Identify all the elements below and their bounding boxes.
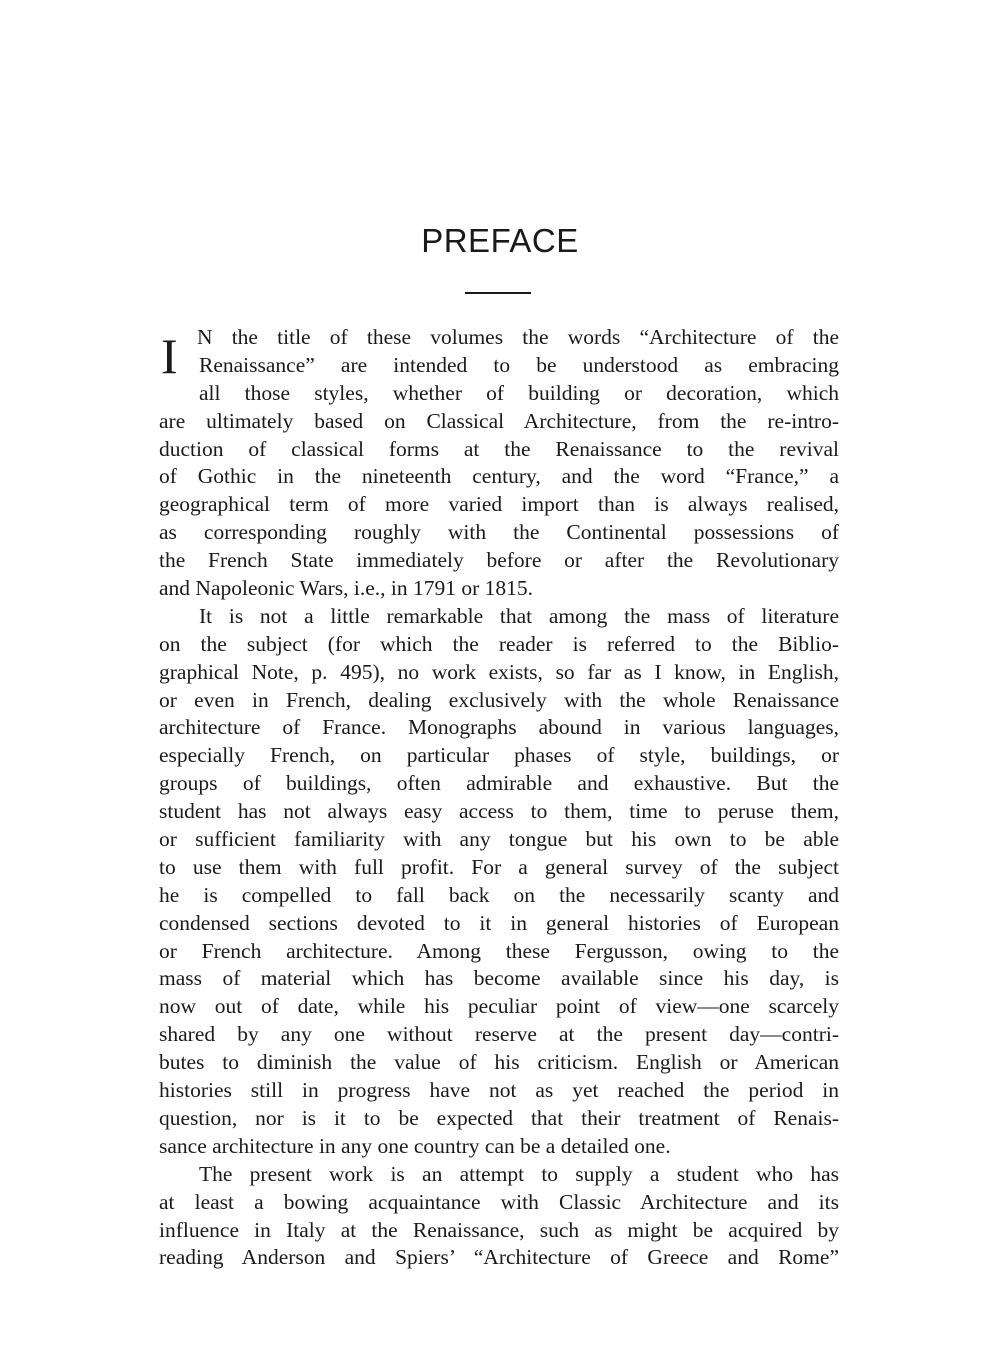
text-line: student has not always easy access to them, time to peruse them, bbox=[159, 799, 839, 824]
text-line: Renaissance” are intended to be understood as embracing bbox=[199, 352, 839, 377]
title-rule bbox=[465, 292, 531, 294]
text-line: sance architecture in any one country can be a detailed one. bbox=[159, 1133, 671, 1158]
text-line: architecture of France. Monographs abound in various languages, bbox=[159, 715, 839, 740]
text-line: or sufficient familiarity with any tongue but his own to be able bbox=[159, 827, 839, 852]
text-line: the French State immediately before or after the Revolutionary bbox=[159, 548, 839, 573]
text-line: shared by any one without reserve at the present day—contri- bbox=[159, 1022, 839, 1047]
text-line: butes to diminish the value of his criticism. English or American bbox=[159, 1050, 839, 1075]
text-line: especially French, on particular phases of style, buildings, or bbox=[159, 743, 839, 768]
text-line: to use them with full profit. For a general survey of the subject bbox=[159, 854, 839, 879]
text-line: now out of date, while his peculiar point of view—one scarcely bbox=[159, 994, 839, 1019]
drop-cap: I bbox=[161, 328, 178, 384]
text-line: question, nor is it to be expected that their treatment of Renais- bbox=[159, 1105, 839, 1130]
text-line: are ultimately based on Classical Architecture, from the re-intro- bbox=[159, 408, 839, 433]
text-line: reading Anderson and Spiers’ “Architecture of Greece and Rome” bbox=[159, 1245, 839, 1270]
text-line: histories still in progress have not as yet reached the period in bbox=[159, 1078, 839, 1103]
text-line: on the subject (for which the reader is referred to the Biblio- bbox=[159, 631, 839, 656]
text-line: at least a bowing acquaintance with Classic Architecture and its bbox=[159, 1189, 839, 1214]
text-line: and Napoleonic Wars, i.e., in 1791 or 1815. bbox=[159, 576, 534, 601]
text-line: all those styles, whether of building or decoration, which bbox=[199, 380, 839, 405]
text-line: groups of buildings, often admirable and exhaustive. But the bbox=[159, 771, 839, 796]
page-title: PREFACE bbox=[421, 222, 579, 259]
text-line: of Gothic in the nineteenth century, and the word “France,” a bbox=[159, 464, 839, 489]
text-line: as corresponding roughly with the Continental possessions of bbox=[159, 520, 839, 545]
preface-body bbox=[159, 324, 839, 1272]
text-line: graphical Note, p. 495), no work exists, so far as I know, in English, bbox=[159, 659, 839, 684]
text-line: he is compelled to fall back on the necessarily scanty and bbox=[159, 882, 839, 907]
text-line: duction of classical forms at the Renaissance to the revival bbox=[159, 436, 839, 461]
text-line: influence in Italy at the Renaissance, such as might be acquired by bbox=[159, 1217, 839, 1242]
text-line: N the title of these volumes the words “Architecture of the bbox=[197, 325, 839, 349]
text-line: or even in French, dealing exclusively with the whole Renaissance bbox=[159, 687, 839, 712]
text-line: or French architecture. Among these Fergusson, owing to the bbox=[159, 938, 839, 963]
text-line: geographical term of more varied import than is always realised, bbox=[159, 492, 839, 517]
text-line: The present work is an attempt to supply a student who has bbox=[199, 1161, 839, 1186]
text-line: condensed sections devoted to it in general histories of European bbox=[159, 910, 839, 935]
text-line: mass of material which has become available since his day, is bbox=[159, 966, 839, 991]
text-line: It is not a little remarkable that among the mass of literature bbox=[199, 603, 839, 628]
